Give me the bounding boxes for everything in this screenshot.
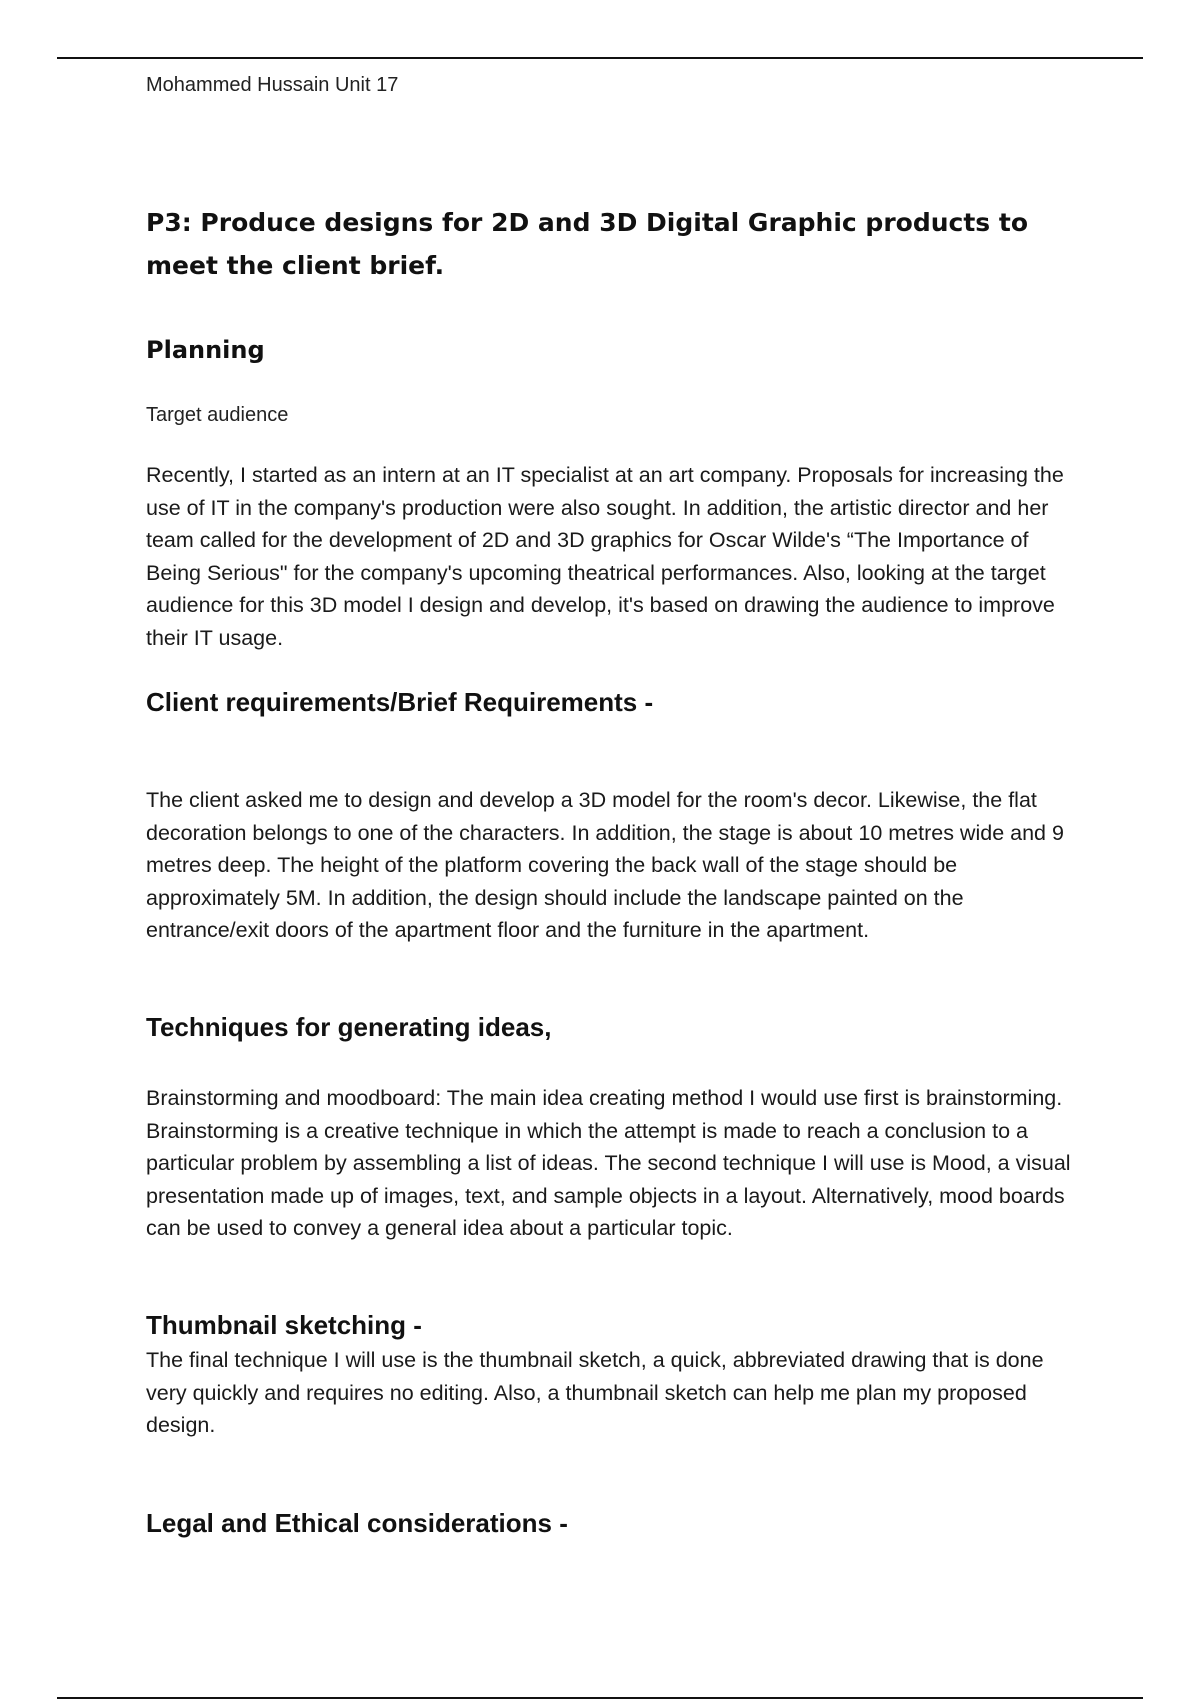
techniques-paragraph: Brainstorming and moodboard: The main idea creating method I would use first is brainstorming. Brainstorming is a creative technique in which the attempt is made to reach a conclusion to a particular problem by assembling a list of ideas. The second technique I will use is Mood, a visual presentation made up of images, text, and sample objects in a layout. Alternatively, mood boards can be used to convey a general idea about a particular topic. xyxy=(146,1086,1071,1240)
header-rule xyxy=(57,57,1143,59)
planning-heading: Planning xyxy=(146,336,265,364)
document-title: P3: Produce designs for 2D and 3D Digital Graphic products to meet the client brief. xyxy=(146,208,1029,280)
client-requirements-paragraph: The client asked me to design and develop a 3D model for the room's decor. Likewise, the flat decoration belongs to one of the characters. In addition, the stage is about 10 metres wide and 9 metres deep. The height of the platform covering the back wall of the stage should be approximately 5M. In addition, the design should include the landscape painted on the entrance/exit doors of the apartment floor and the furniture in the apartment. xyxy=(146,788,1064,942)
thumbnail-heading: Thumbnail sketching - xyxy=(146,1310,422,1340)
client-requirements-heading: Client requirements/Brief Requirements - xyxy=(146,687,654,717)
target-audience-paragraph: Recently, I started as an intern at an IT specialist at an art company. Proposals for increasing the use of IT in the company's production were also sought. In addition, the artistic director and her team called for the development of 2D and 3D graphics for Oscar Wilde's “The Importance of Being Serious" for the company's upcoming theatrical performances. Also, looking at the target audience for this 3D model I design and develop, it's based on drawing the audience to improve their IT usage. xyxy=(146,463,1064,650)
header-author-unit: Mohammed Hussain Unit 17 xyxy=(146,74,399,96)
thumbnail-paragraph: The final technique I will use is the thumbnail sketch, a quick, abbreviated drawing that is done very quickly and requires no editing. Also, a thumbnail sketch can help me plan my proposed design. xyxy=(146,1348,1044,1437)
footer-rule xyxy=(57,1697,1143,1699)
target-audience-label: Target audience xyxy=(146,404,289,426)
techniques-heading: Techniques for generating ideas, xyxy=(146,1012,552,1042)
legal-ethical-heading: Legal and Ethical considerations - xyxy=(146,1508,568,1538)
